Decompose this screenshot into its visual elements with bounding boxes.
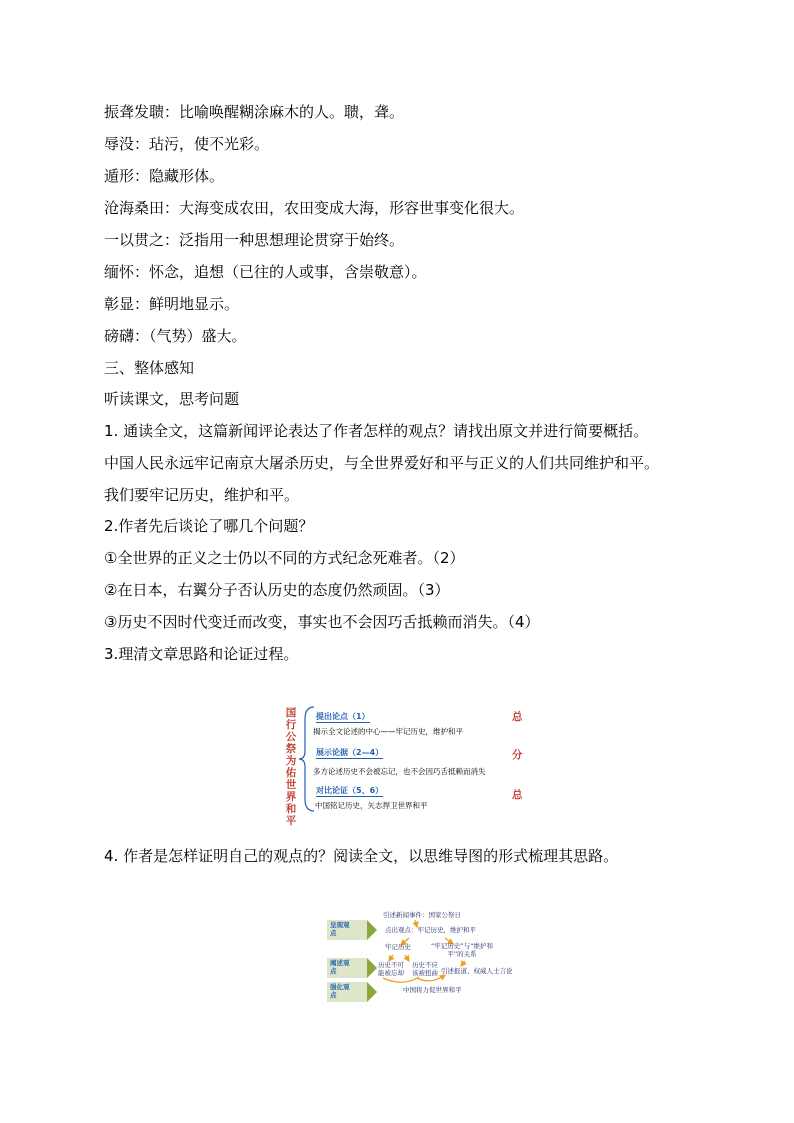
question-2: 2.作者先后谈论了哪几个问题？	[104, 517, 314, 535]
section-tag: 总	[512, 711, 523, 723]
text-line: 听读课文，思考问题	[104, 390, 240, 408]
label-strengthen-view: 强化观点	[327, 982, 367, 1002]
section-head: 展示论据（2—4）	[316, 748, 384, 757]
text-line: 磅礴：（气势）盛大。	[104, 327, 247, 345]
section-desc: 多方论述历史不会被忘记，也不会因巧舌抵赖而消失	[313, 767, 486, 776]
argument-structure-diagram	[283, 705, 528, 827]
node-cite-reports: 引述报道、权威人士言论	[441, 967, 513, 975]
text-line: 彰显：鲜明地显示。	[104, 295, 240, 313]
text-line: 缅怀：怀念，追想（已往的人或事，含崇敬意）。	[104, 263, 427, 281]
section-desc: 揭示全文论述的中心——牢记历史，维护和平	[313, 727, 463, 736]
text-line: 遁形：隐藏形体。	[104, 167, 225, 185]
answer-line: 我们要牢记历史，维护和平。	[104, 486, 300, 504]
question-3: 3.理清文章思路和论证过程。	[104, 645, 299, 663]
section-tag: 分	[512, 749, 523, 761]
label-present-view: 呈现观点	[327, 920, 367, 940]
section-heading: 三、整体感知	[104, 359, 195, 377]
node-point-view: 点出观点：牢记历史，维护和平	[385, 926, 476, 934]
label-elaborate-view: 阐述观点	[327, 958, 367, 978]
question-4: 4. 作者是怎样证明自己的观点的？阅读全文，以思维导图的形式梳理其思路。	[104, 847, 619, 865]
answer-line: ②在日本，右翼分子否认历史的态度仍然顽固。（3）	[104, 581, 450, 599]
node-promote-peace: 中国将力促世界和平	[403, 986, 462, 994]
mind-map-diagram	[327, 903, 517, 1005]
node-news-event: 引述新闻事件：国家公祭日	[383, 911, 461, 919]
node-not-distort: 历史不应该被扭曲	[412, 961, 438, 977]
node-cannot-forget: 历史不可能被忘却	[378, 961, 404, 977]
answer-line: ①全世界的正义之士仍以不同的方式纪念死难者。（2）	[104, 549, 465, 567]
section-head: 提出论点（1）	[316, 712, 370, 721]
section-desc: 中国铭记历史，矢志捍卫世界和平	[315, 801, 428, 810]
node-relationship: “牢记历史”与“维护和平”的关系	[430, 942, 494, 958]
answer-line: ③历史不因时代变迁而改变，事实也不会因巧舌抵赖而消失。（4）	[104, 613, 540, 631]
node-remember-history: 牢记历史	[385, 943, 411, 951]
text-line: 振聋发聩：比喻唤醒糊涂麻木的人。聩，聋。	[104, 103, 405, 121]
question-1: 1. 通读全文，这篇新闻评论表达了作者怎样的观点？请找出原文并进行简要概括。	[104, 422, 649, 440]
section-tag: 总	[512, 789, 523, 801]
answer-line: 中国人民永远牢记南京大屠杀历史，与全世界爱好和平与正义的人们共同维护和平。	[104, 454, 660, 472]
text-line: 辱没：玷污，使不光彩。	[104, 135, 270, 153]
section-head: 对比论证（5、6）	[316, 786, 384, 795]
brace-icon	[297, 705, 317, 813]
text-line: 沧海桑田：大海变成农田，农田变成大海，形容世事变化很大。	[104, 199, 525, 217]
text-line: 一以贯之：泛指用一种思想理论贯穿于始终。	[104, 231, 405, 249]
diagram-vertical-title: 国行公祭为佑世界和平	[285, 707, 297, 827]
